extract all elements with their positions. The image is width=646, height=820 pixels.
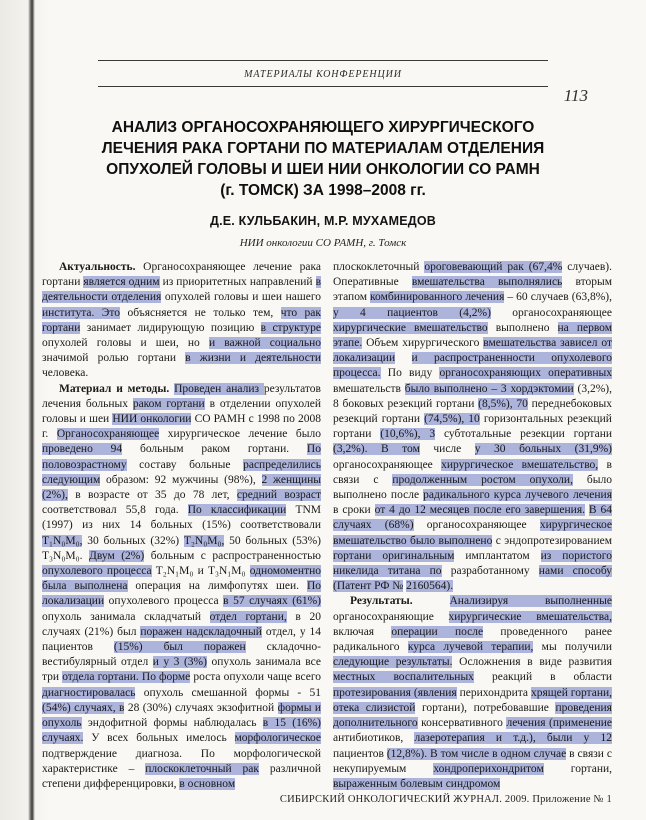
highlighted-text: и распространенности опухолевого процесса. [333,352,612,380]
text-run: составу больные [126,458,244,471]
text-run: в 20 случаях (21%) был [42,610,322,638]
paragraph-results [333,594,612,792]
highlighted-text: хирургическое вмешательство, [441,458,599,471]
highlighted-text: средний возраст [236,489,321,502]
highlighted-text: в деятельности отделения [42,276,321,304]
highlighted-text: у 30 больных (31,9%) [474,443,612,456]
text-run: Объем хирургического [362,337,484,350]
highlighted-text: лечения (применение [506,717,612,730]
text-run: вмешательств [333,382,405,395]
text-run: эндофитной формы наблюдалась [81,717,263,730]
highlighted-text: T₁N₀M₀, [42,534,83,547]
text-run: опухоль занимала складчатый [42,610,210,623]
text-run: объясняется не только тем, [120,306,281,319]
text-run: пациентов [333,747,387,760]
highlighted-text: 2 женщины (2%), [42,473,321,502]
text-run: гортани), потребовавшие [415,701,556,714]
highlighted-text: от 4 до 12 месяцев после его завершения. [374,504,585,517]
text-run: значимой ролью гортани [42,352,186,365]
text-run: TNM (1997) из них 14 больных (15%) соответствовали [42,504,321,532]
highlighted-text: плоскоклеточный рак [145,762,259,775]
title-line: ОПУХОЛЕЙ ГОЛОВЫ И ШЕИ НИИ ОНКОЛОГИИ СО РАМН [106,161,540,178]
highlighted-text: По локализации [42,580,321,608]
text-run: хирургическое лечение было [159,428,322,441]
text-run: субтотальные резекции гортани [435,428,612,441]
highlighted-text: Анализируя выполненные [449,595,612,608]
highlighted-text: операции после [391,625,484,638]
text-run: роста опухоли чаще всего [190,671,322,684]
text-run: 30 больных (32%) [82,534,184,547]
title-line: (г. ТОМСК) ЗА 1998–2008 гг. [220,182,426,199]
highlighted-text: (10,6%), 3 [380,428,436,441]
text-run: опухоль занимала все три [42,656,321,684]
footer-journal-line: СИБИРСКИЙ ОНКОЛОГИЧЕСКИЙ ЖУРНАЛ. 2009. Приложение № 1 [279,794,612,805]
highlighted-text: поражен надскладочный [140,625,262,638]
highlighted-text: было выполнено – 3 хордэктомии [404,382,574,395]
highlighted-text: вмешательства выполнялись [411,276,563,289]
highlighted-text: Двум (2%) [88,549,145,562]
text-run: T₂N₁M₀ и T₃N₁M₀ [151,565,250,578]
text-run: больным раком гортани. [122,443,307,456]
highlighted-text: проведено 94 [42,443,123,456]
highlighted-text: хирургическое вмешательство было выполнено [333,519,612,547]
highlighted-text: комбинированного лечения [370,291,505,304]
column-right [333,260,612,800]
highlighted-text: и у 3 (3%) [152,656,207,669]
highlighted-text: 2160564). [406,580,454,593]
highlighted-text: Органосохраняющее [56,428,160,441]
highlighted-text: института. Это [42,306,121,319]
lead-in-bold: Материал и методы. [59,382,175,395]
text-run: опухолей головы и шеи, но [42,337,209,350]
text-run: Органосохраняющее лечение рака гортани [42,261,321,289]
highlighted-text: хондроперихондритом [433,762,544,775]
text-run: консервативного [417,717,507,730]
highlighted-text: из пористого никелида титана по [333,549,612,578]
column-left [42,260,321,800]
highlighted-text: хирургические вмешательство [333,321,488,334]
text-run: включая [333,625,392,638]
text-run: (3,2%), 8 боковых резекций гортани [333,382,612,410]
text-run: гортани, [543,762,612,775]
text-run: человека. [42,367,89,380]
text-run: в связи с некупируемым [333,747,612,775]
text-run: СО РАМН с 1998 по 2008 г. [42,413,321,441]
text-run: различной степени дифференцировки, [42,762,321,790]
highlighted-text: что рак гортани [42,306,322,334]
page-number: 113 [563,86,588,105]
text-run: 50 больных (53%) T₃N₀M₀. [42,534,321,562]
running-head-rule [98,60,548,87]
paragraph-aktualnost [42,260,321,382]
text-run: в сроки [333,504,375,517]
text-run: случаев). Оперативные [333,261,612,289]
article-title [31,117,615,201]
highlighted-text: формы и опухоль [42,701,322,730]
text-run: результатов лечения больных [42,382,321,410]
highlighted-text: (54%) случаях, в [42,701,125,714]
text-run: органосохраняющее [413,519,540,532]
highlighted-text: местных воспалительных [333,671,474,684]
text-run: органосохраняющие [333,610,449,623]
text-run: органосохраняющее [333,458,442,471]
highlighted-text: НИИ онкологии [112,413,192,426]
highlighted-text: нами способу (Патент РФ № [333,565,612,593]
highlighted-text: гортани оригинальным [333,549,455,562]
text-run: было выполнено после [333,473,612,502]
highlighted-text: продолженным ростом опухоли, [392,473,573,486]
text-run: складочно-вестибулярный отдел [42,641,321,669]
highlighted-text: (3,2%). В том [333,443,420,456]
highlighted-text: отдел гортани, [209,610,287,623]
highlighted-text: лазеротерапия и т.д.), были у 12 [414,732,612,745]
text-run: горизонтальных резекций гортани [333,413,612,441]
highlighted-text: опухолевого процесса [42,565,152,578]
text-run: занимает лидирующую позицию [80,321,261,334]
highlighted-text: на первом этапе. [333,321,612,350]
text-run: разработанному [441,565,539,578]
highlighted-text: в 15 (16%) случаях. [42,717,321,745]
text-run: опухолевого процесса [104,595,224,608]
highlighted-text: В 64 случаях (68%) [333,504,612,532]
highlighted-text: отдела гортани. По форме [62,671,191,684]
text-run: в отделении опухолей головы и шеи [42,397,322,426]
highlighted-text: хрящей гортани, отека слизистой [333,686,612,714]
text-run: в связи с [333,458,612,486]
scan-edge-artifact [28,0,35,820]
text-run: перихондрита [456,686,531,699]
running-head [98,60,548,87]
article-body [42,260,612,800]
title-line: АНАЛИЗ ОРГАНОСОХРАНЯЮЩЕГО ХИРУРГИЧЕСКОГО [111,119,535,136]
text-run: имплантатом [454,549,541,562]
highlighted-text: ороговевающий рак (67,4% [424,261,563,273]
text-run: подтверждение диагноза. По морфологической характеристике – [42,747,321,775]
highlighted-text: По половозрастному [42,443,321,471]
text-run: Осложнения в виде развития [452,656,612,669]
title-line: ЛЕЧЕНИЯ РАКА ГОРТАНИ ПО МАТЕРИАЛАМ ОТДЕЛЕНИЯ [101,140,545,157]
authors: Д.Е. КУЛЬБАКИН, М.Р. МУХАМЕДОВ [209,214,437,228]
text-run: больным с распространенностью [144,549,321,562]
text-run: вторым этапом [333,276,612,304]
highlighted-text: органосохраняющих оперативных [439,367,612,380]
lead-in-bold: Актуальность. [59,261,144,273]
highlighted-text: в 57 случаях (61%) [223,595,321,608]
text-run: опухоль смешанной формы - 51 [135,686,321,699]
highlighted-text: следующие результаты. [333,656,453,669]
highlighted-text: Проведен анализ [174,382,264,395]
text-run: образом: 92 мужчины (98%), [100,473,262,486]
text-run: реакций в области [473,671,612,684]
text-run: опухолей головы и шеи нашего [161,291,322,304]
highlighted-text: вмешательства зависел от локализации [333,337,612,365]
text-run: с эндопротезированием [492,534,612,547]
highlighted-text: хирургические вмешательства, [448,610,612,623]
highlighted-text: выраженным болевым синдромом [333,777,501,790]
text-run: соответствовал 55,8 года. [42,504,188,517]
lead-in-bold: Результаты. [350,595,450,608]
highlighted-text: в жизни и деятельности [185,352,321,365]
text-run: операция на лимфопутях шеи. [127,580,307,593]
highlighted-text: раком гортани [132,397,205,410]
highlighted-text: проведения дополнительного [333,701,612,730]
highlighted-text: диагностировалась [42,686,136,699]
paragraph-material-methods [42,382,321,792]
highlighted-text: является одним [83,276,160,289]
text-run: переднебоковых резекций гортани [333,397,612,426]
highlighted-text: По классификации [187,504,287,517]
text-run: числе [419,443,475,456]
text-run: антибиотиков, [333,732,415,745]
text-run: плоскоклеточный [333,261,425,273]
highlighted-text: и важной социально [208,337,321,350]
text-run [395,352,411,364]
text-run: – 60 случаев (63,8%), [504,291,612,304]
highlighted-text: морфологическое [234,732,321,745]
highlighted-text: распределились следующим [42,458,321,486]
text-run: выполнено [487,321,558,334]
affiliation: НИИ онкологии СО РАМН, г. Томск [239,237,407,249]
highlighted-text: радикального курса лучевого лечения [423,489,612,502]
highlighted-text: протезирования (явления [333,686,457,699]
highlighted-text: в структуре [260,321,321,334]
highlighted-text: (12,8%). В том числе в одном случае [386,747,567,760]
running-title: МАТЕРИАЛЫ КОНФЕРЕНЦИИ [244,69,402,80]
highlighted-text: курса лучевой терапии, [407,641,534,654]
text-run: У всех больных имелось [83,732,235,745]
highlighted-text: (74,5%), 10 [424,413,480,426]
highlighted-text: одномоментно была выполнена [42,565,321,593]
highlighted-text: (8,5%), 70 [478,397,528,410]
highlighted-text: T₂N₀M₀, [183,534,225,547]
highlighted-text: (15%) был поражен [113,641,246,654]
text-run: отдел, у 14 пациентов [42,625,322,654]
text-run: 28 (30%) случаях экзофитной [124,701,278,714]
text-run: проведенного ранее радикального [333,625,612,654]
text-run: мы получили [533,641,612,654]
highlighted-text: в основном [179,777,236,790]
text-run: органосохраняющее [490,306,612,319]
text-run: из приоритетных направлений [159,276,316,289]
paragraph-continuation [333,260,612,594]
text-run: По виду [380,367,440,380]
highlighted-text: у 4 пациентов (4,2%) [333,306,491,319]
text-run: в возрасте от 35 до 78 лет, [67,489,237,502]
